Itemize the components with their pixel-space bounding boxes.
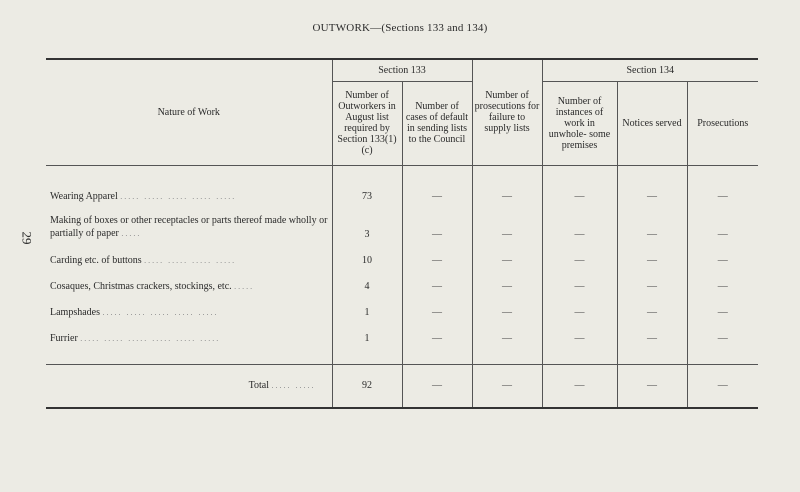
total-unwholesome-cell: — xyxy=(542,364,617,408)
default-cell: — xyxy=(402,292,472,318)
prosecutions-cell: — xyxy=(717,228,728,240)
leader-dots: ..... ..... xyxy=(271,381,316,390)
prosecutions-cell: — xyxy=(717,254,728,266)
notices-cell: — xyxy=(617,318,687,344)
default-cell: — xyxy=(402,202,472,240)
prosecutions-cell: — xyxy=(717,332,728,344)
header-nature-of-work: Nature of Work xyxy=(46,59,332,165)
prosecutions-lists-cell: — xyxy=(472,318,542,344)
default-cell: — xyxy=(402,266,472,292)
total-outworkers-cell: 92 xyxy=(332,364,402,408)
prosecutions-lists-cell: — xyxy=(472,202,542,240)
notices-cell: — xyxy=(617,202,687,240)
total-label: Total xyxy=(248,380,269,391)
prosecutions-lists-cell: — xyxy=(472,292,542,318)
leader-dots: ..... ..... ..... ..... ..... xyxy=(102,307,219,317)
nature-label: Cosaques, Christmas crackers, stockings, etc. xyxy=(50,280,232,292)
unwholesome-cell: — xyxy=(542,292,617,318)
leader-dots: ..... xyxy=(121,228,142,238)
total-notices-cell: — xyxy=(617,364,687,408)
nature-label: Furrier xyxy=(50,332,78,344)
unwholesome-cell: — xyxy=(542,202,617,240)
table-row xyxy=(46,266,758,292)
nature-cell xyxy=(46,165,332,202)
prosecutions-cell: — xyxy=(717,280,728,292)
header-outworkers: Number of Outworkers in August list required by Section 133(1)(c) xyxy=(332,81,402,165)
prosecutions-lists-cell: — xyxy=(472,240,542,266)
nature-label: Wearing Apparel xyxy=(50,190,118,202)
outworkers-cell: 1 xyxy=(332,292,402,318)
total-prosecutions-lists-cell: — xyxy=(472,364,542,408)
leader-dots: ..... ..... ..... ..... ..... xyxy=(120,191,237,201)
table-row xyxy=(46,240,758,266)
default-cell: — xyxy=(402,165,472,202)
header-default-cases: Number of cases of default in sending lists to the Council xyxy=(402,81,472,165)
outworkers-cell: 73 xyxy=(332,165,402,202)
nature-label: Lampshades xyxy=(50,306,100,318)
header-section-133: Section 133 xyxy=(332,59,472,81)
outworkers-cell: 10 xyxy=(332,240,402,266)
nature-cell xyxy=(46,292,332,318)
outworkers-cell: 3 xyxy=(332,202,402,240)
outworkers-cell: 4 xyxy=(332,266,402,292)
nature-cell xyxy=(46,318,332,344)
header-prosecutions: Prosecutions xyxy=(687,81,758,165)
total-row xyxy=(46,364,758,408)
unwholesome-cell: — xyxy=(542,240,617,266)
prosecutions-lists-cell: — xyxy=(472,266,542,292)
notices-cell: — xyxy=(617,240,687,266)
unwholesome-cell: — xyxy=(542,266,617,292)
table-row xyxy=(46,202,758,240)
table-row xyxy=(46,165,758,202)
page-number: 29 xyxy=(19,231,35,245)
prosecutions-cell: — xyxy=(717,190,728,202)
nature-label: Carding etc. of buttons xyxy=(50,254,142,266)
nature-cell xyxy=(46,266,332,292)
nature-label: Making of boxes or other receptacles or parts thereof made wholly or partially of paper xyxy=(50,214,328,239)
table-row xyxy=(46,318,758,344)
nature-cell xyxy=(46,202,332,240)
unwholesome-cell: — xyxy=(542,165,617,202)
header-section-134: Section 134 xyxy=(542,59,758,81)
header-unwholesome-premises: Number of instances of work in unwhole- some premises xyxy=(542,81,617,165)
total-prosecutions-cell: — xyxy=(687,364,758,408)
outworkers-cell: 1 xyxy=(332,318,402,344)
notices-cell: — xyxy=(617,266,687,292)
leader-dots: ..... ..... ..... ..... ..... ..... xyxy=(80,333,221,343)
default-cell: — xyxy=(402,318,472,344)
outwork-table xyxy=(46,58,758,409)
table-row xyxy=(46,292,758,318)
unwholesome-cell: — xyxy=(542,318,617,344)
default-cell: — xyxy=(402,240,472,266)
prosecutions-lists-cell: — xyxy=(472,165,542,202)
leader-dots: ..... xyxy=(234,281,255,291)
header-notices-served: Notices served xyxy=(617,81,687,165)
notices-cell: — xyxy=(617,165,687,202)
nature-cell xyxy=(46,240,332,266)
total-label-cell xyxy=(46,364,332,408)
leader-dots: ..... ..... ..... ..... xyxy=(144,255,237,265)
notices-cell: — xyxy=(617,292,687,318)
spacer-row xyxy=(46,344,758,365)
total-default-cell: — xyxy=(402,364,472,408)
prosecutions-cell: — xyxy=(717,306,728,318)
header-prosecutions-lists: Number of prosecutions for failure to supply lists xyxy=(472,59,542,165)
page-title: OUTWORK—(Sections 133 and 134) xyxy=(312,22,488,34)
